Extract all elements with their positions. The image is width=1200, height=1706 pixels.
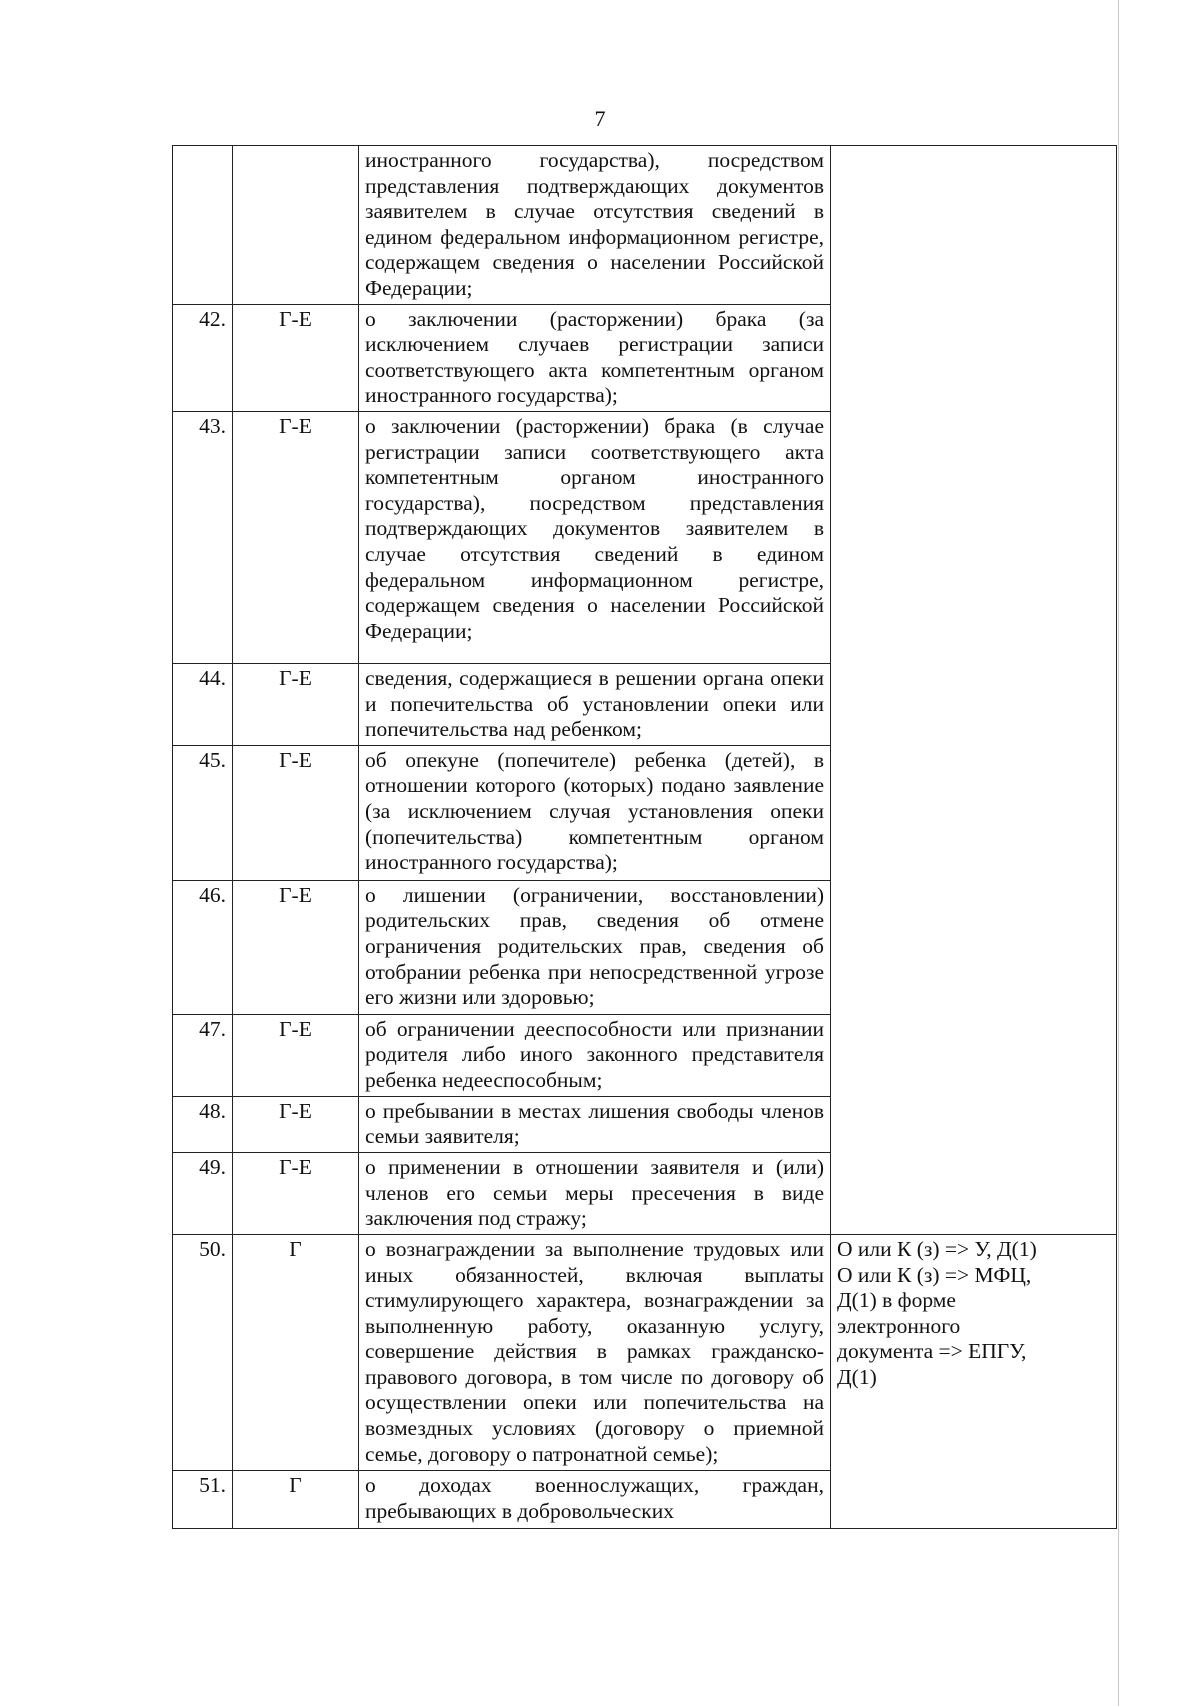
method-line: Д(1) в форме xyxy=(837,1288,956,1313)
row-number: 44. xyxy=(173,663,233,745)
row-code: Г-Е xyxy=(233,1096,359,1152)
row-number: 42. xyxy=(173,304,233,411)
page-number: 7 xyxy=(594,106,606,131)
row-code: Г-Е xyxy=(233,745,359,880)
method-cell-empty xyxy=(831,146,1117,1235)
row-code: Г-Е xyxy=(233,663,359,745)
method-cell xyxy=(831,1234,1117,1528)
row-number: 46. xyxy=(173,880,233,1014)
document-table xyxy=(172,145,1117,1529)
method-line: электронного xyxy=(837,1313,961,1338)
row-code: Г-Е xyxy=(233,1014,359,1096)
row-code: Г-Е xyxy=(233,880,359,1014)
row-code: Г xyxy=(233,1470,359,1528)
row-code: Г-Е xyxy=(233,1152,359,1234)
row-code: Г-Е xyxy=(233,411,359,663)
row-description: об опекуне (попечителе) ребенка (детей), в отношении которого (которых) подано заявление (за исключением случая установления опеки (попечительства) компетентным органом иностранного государства); xyxy=(359,745,831,880)
row-number: 50. xyxy=(173,1234,233,1470)
row-description: о заключении (расторжении) брака (в случае регистрации записи соответствующего акта компетентным органом иностранного государства), посредством представления подтверждающих документов заявителем в случае отсутствия сведений в едином федеральном информационном регистре, содержащем сведения о населении Российской Федерации; xyxy=(359,411,831,663)
row-code xyxy=(233,146,359,305)
row-code: Г xyxy=(233,1234,359,1470)
method-line: Д(1) xyxy=(837,1364,877,1389)
row-description: иностранного государства), посредством представления подтверждающих документов заявителем в случае отсутствия сведений в едином федеральном информационном регистре, содержащем сведения о населении Российской Федерации; xyxy=(359,146,831,305)
row-description: о лишении (ограничении, восстановлении) родительских прав, сведения об отмене ограничения родительских прав, сведения об отобрании ребенка при непосредственной угрозе его жизни или здоровью; xyxy=(359,880,831,1014)
row-number: 51. xyxy=(173,1470,233,1528)
table-row xyxy=(173,146,1117,305)
row-number xyxy=(173,146,233,305)
row-number: 43. xyxy=(173,411,233,663)
row-description: о пребывании в местах лишения свободы членов семьи заявителя; xyxy=(359,1096,831,1152)
row-description: о вознаграждении за выполнение трудовых или иных обязанностей, включая выплаты стимулирующего характера, вознаграждении за выполненную работу, оказанную услугу, совершение действия в рамках гражданско-правового договора, в том числе по договору об осуществлении опеки или попечительства на возмездных условиях (договору о приемной семье, договору о патронатной семье); xyxy=(359,1234,831,1470)
row-number: 48. xyxy=(173,1096,233,1152)
table-row xyxy=(173,1234,1117,1470)
row-description: о применении в отношении заявителя и (или) членов его семьи меры пресечения в виде заключения под стражу; xyxy=(359,1152,831,1234)
scan-edge-line xyxy=(1118,0,1119,1706)
row-number: 47. xyxy=(173,1014,233,1096)
row-description: о заключении (расторжении) брака (за исключением случаев регистрации записи соответствующего акта компетентным органом иностранного государства); xyxy=(359,304,831,411)
method-line: О или К (з) => МФЦ, xyxy=(837,1262,1032,1287)
row-number: 49. xyxy=(173,1152,233,1234)
row-number: 45. xyxy=(173,745,233,880)
row-code: Г-Е xyxy=(233,304,359,411)
row-description: о доходах военнослужащих, граждан, пребывающих в добровольческих xyxy=(359,1470,831,1528)
row-description: об ограничении дееспособности или признании родителя либо иного законного представителя ребенка недееспособным; xyxy=(359,1014,831,1096)
row-description: сведения, содержащиеся в решении органа опеки и попечительства об установлении опеки или попечительства над ребенком; xyxy=(359,663,831,745)
method-line: документа => ЕПГУ, xyxy=(837,1339,1027,1364)
method-line: О или К (з) => У, Д(1) xyxy=(837,1236,1037,1261)
